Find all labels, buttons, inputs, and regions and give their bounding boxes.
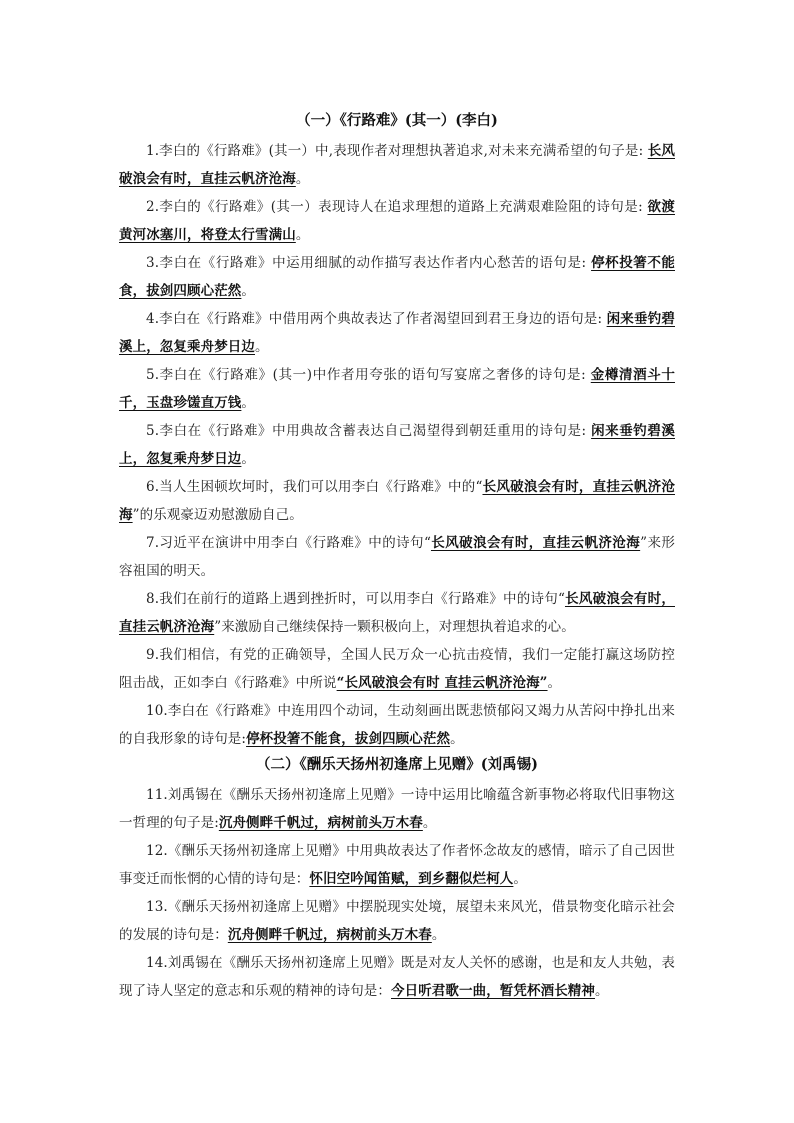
question-tail: 。 (295, 227, 310, 243)
question-tail: 。 (295, 171, 310, 187)
question-text: 14.刘禹锡在《酬乐天扬州初逢席上见赠》既是对友人关怀的感谢，也是和友人共勉，表现了诗人坚定的意志和乐观的精神的诗句是： (119, 955, 675, 999)
question-text: 7.习近平在演讲中用李白《行路难》中的诗句“ (146, 535, 431, 551)
question-tail: 。 (450, 731, 464, 747)
question-item (119, 417, 675, 473)
question-item (119, 361, 675, 417)
question-tail: 。 (431, 927, 446, 943)
question-tail: 。 (595, 983, 609, 999)
answer-text: 长风破浪会有时，直挂云帆济沧海 (119, 479, 675, 523)
question-text: 9.我们相信，有党的正确领导，全国人民万众一心抗击疫情，我们一定能打赢这场防控阻击战，正如李白《行路难》中所说 (119, 647, 675, 691)
answer-text: “长风破浪会有时 直挂云帆济沧海” (336, 675, 548, 691)
question-list (119, 137, 675, 753)
answer-text: 金樽清酒斗十千，玉盘珍馐直万钱 (119, 367, 675, 411)
question-text: 6.当人生困顿坎坷时，我们可以用李白《行路难》中的“ (146, 479, 483, 495)
question-tail: ”的乐观豪迈劝慰激励自己。 (132, 507, 303, 523)
answer-text: 长风破浪会有时，直挂云帆济沧海 (119, 143, 675, 187)
question-item (119, 193, 675, 249)
question-text: 3.李白在《行路难》中运用细腻的动作描写表达作者内心愁苦的语句是: (146, 255, 592, 271)
answer-text: 长风破浪会有时，直挂云帆济沧海 (119, 591, 675, 635)
question-tail: 。 (513, 871, 528, 887)
answer-text: 怀旧空吟闻笛赋，到乡翻似烂柯人 (309, 871, 514, 887)
question-item (119, 949, 675, 1005)
question-item (119, 781, 675, 837)
answer-text: 今日听君歌一曲，暂凭杯酒长精神 (391, 983, 595, 999)
answer-text: 长风破浪会有时，直挂云帆济沧海 (430, 535, 641, 551)
question-tail: 。 (255, 339, 269, 355)
question-text: 4.李白在《行路难》中借用两个典故表达了作者渴望回到君王身边的语句是: (146, 311, 607, 327)
answer-text: 闲来垂钓碧溪上，忽复乘舟梦日边 (119, 311, 675, 355)
question-text: 12.《酬乐天扬州初逢席上见赠》中用典故表达了作者怀念故友的感情，暗示了自己因世事变迁而怅惘的心情的诗句是： (119, 843, 675, 887)
question-text: 11.刘禹锡在《酬乐天扬州初逢席上见赠》一诗中运用比喻蕴含新事物必将取代旧事物这一哲理的句子是: (119, 787, 675, 831)
answer-text: 沉舟侧畔千帆过，病树前头万木春 (227, 927, 432, 943)
question-item (119, 473, 675, 529)
question-tail: ”来激励自己继续保持一颗积极向上，对理想执着追求的心。 (214, 619, 575, 635)
question-item (119, 137, 675, 193)
question-item (119, 305, 675, 361)
section-title: （一）《行路难》(其一）(李白) (296, 112, 498, 129)
question-text: 13.《酬乐天扬州初逢席上见赠》中摆脱现实处境，展望未来风光，借景物变化暗示社会的发展的诗句是： (119, 899, 675, 943)
question-item (119, 837, 675, 893)
question-item (119, 641, 675, 697)
answer-text: 欲渡黄河冰塞川，将登太行雪满山 (119, 199, 675, 243)
answer-text: 停杯投箸不能食，拔剑四顾心茫然 (246, 731, 451, 747)
question-item (119, 893, 675, 949)
question-item (119, 585, 675, 641)
question-text: 2.李白的《行路难》(其一）表现诗人在追求理想的道路上充满艰难险阻的诗句是: (146, 199, 648, 215)
document-page (119, 105, 675, 1005)
question-tail: 。 (241, 395, 256, 411)
question-list (119, 781, 675, 1005)
question-text: 8.我们在前行的道路上遇到挫折时，可以用李白《行路难》中的诗句“ (146, 591, 565, 607)
question-tail: 。 (241, 283, 256, 299)
question-tail: 。 (422, 815, 437, 831)
question-text: 1.李白的《行路难》(其一）中,表现作者对理想执著追求,对未来充满希望的句子是: (146, 143, 648, 159)
question-tail: 。 (241, 451, 256, 467)
section-title: （二）《酬乐天扬州初逢席上见赠》(刘禹锡) (256, 756, 538, 773)
question-text: 10.李白在《行路难》中连用四个动词，生动刻画出既悲愤郁闷又竭力从苦闷中挣扎出来的自我形象的诗句是: (119, 703, 675, 747)
question-tail: 。 (547, 675, 562, 691)
question-item (119, 529, 675, 585)
answer-text: 停杯投箸不能食，拔剑四顾心茫然 (119, 255, 675, 299)
question-item (119, 697, 675, 753)
answer-text: 闲来垂钓碧溪上，忽复乘舟梦日边 (119, 423, 675, 467)
question-text: 5.李白在《行路难》(其一)中作者用夸张的语句写宴席之奢侈的诗句是: (146, 367, 591, 383)
answer-text: 沉舟侧畔千帆过，病树前头万木春 (218, 815, 423, 831)
question-tail: ”来形容祖国的明天。 (119, 535, 676, 579)
question-text: 5.李白在《行路难》中用典故含蓄表达自己渴望得到朝廷重用的诗句是: (146, 423, 592, 439)
question-item (119, 249, 675, 305)
